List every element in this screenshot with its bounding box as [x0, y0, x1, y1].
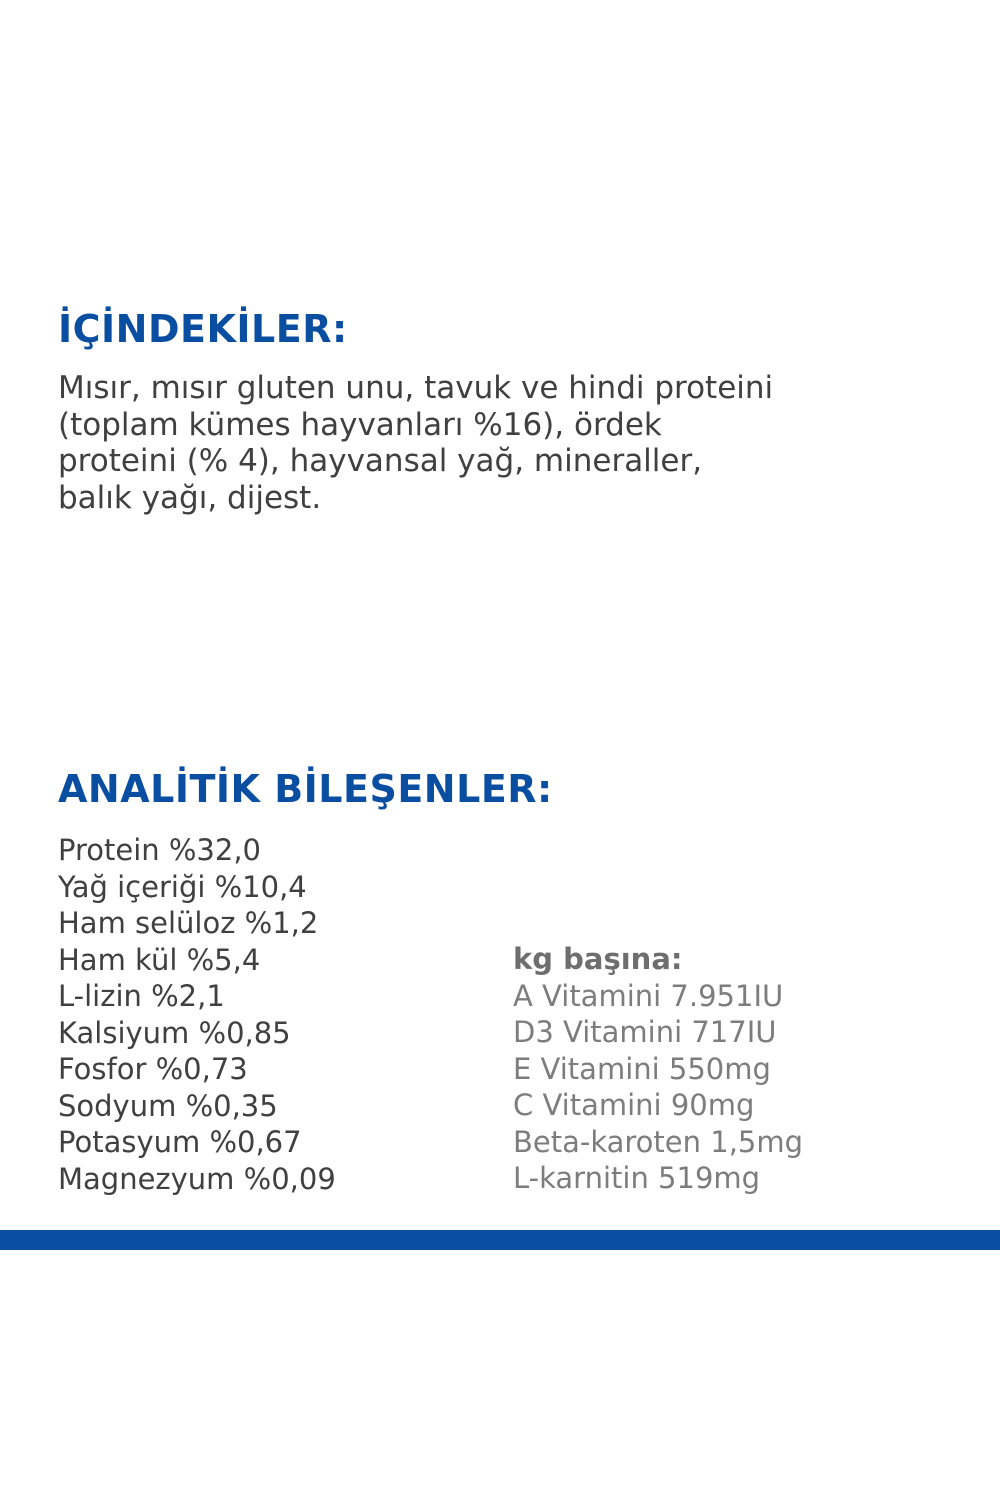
per-kg-section [513, 941, 803, 1197]
list-item: Sodyum %0,35 [58, 1088, 278, 1123]
list-item: Potasyum %0,67 [58, 1125, 302, 1159]
list-item: Magnezyum %0,09 [58, 1161, 336, 1196]
list-item: Ham kül %5,4 [58, 942, 261, 977]
list-item: A Vitamini 7.951IU [513, 978, 784, 1013]
analytic-list [58, 832, 336, 1197]
per-kg-title: kg başına: [513, 942, 683, 976]
list-item: E Vitamini 550mg [513, 1051, 771, 1086]
list-item: L-lizin %2,1 [58, 979, 225, 1013]
blue-band-divider [0, 1230, 1000, 1250]
list-item: L-karnitin 519mg [513, 1161, 761, 1195]
list-item: Kalsiyum %0,85 [58, 1015, 291, 1050]
list-item: Fosfor %0,73 [58, 1052, 248, 1086]
ingredients-text: Mısır, mısır gluten unu, tavuk ve hindi proteini (toplam kümes hayvanları %16), ördek proteini (% 4), hayvansal yağ, mineraller, balık yağı, dijest. [58, 370, 774, 516]
list-item: D3 Vitamini 717IU [513, 1015, 777, 1049]
list-item: Beta-karoten 1,5mg [513, 1124, 804, 1159]
list-item: Yağ içeriği %10,4 [58, 869, 307, 904]
list-item: Ham selüloz %1,2 [58, 906, 319, 940]
list-item: C Vitamini 90mg [513, 1088, 755, 1122]
vitamin-list [513, 978, 803, 1197]
ingredients-heading: İÇİNDEKİLER: [58, 307, 348, 351]
analytic-heading: ANALİTİK BİLEŞENLER: [58, 767, 553, 811]
list-item: Protein %32,0 [58, 833, 261, 867]
